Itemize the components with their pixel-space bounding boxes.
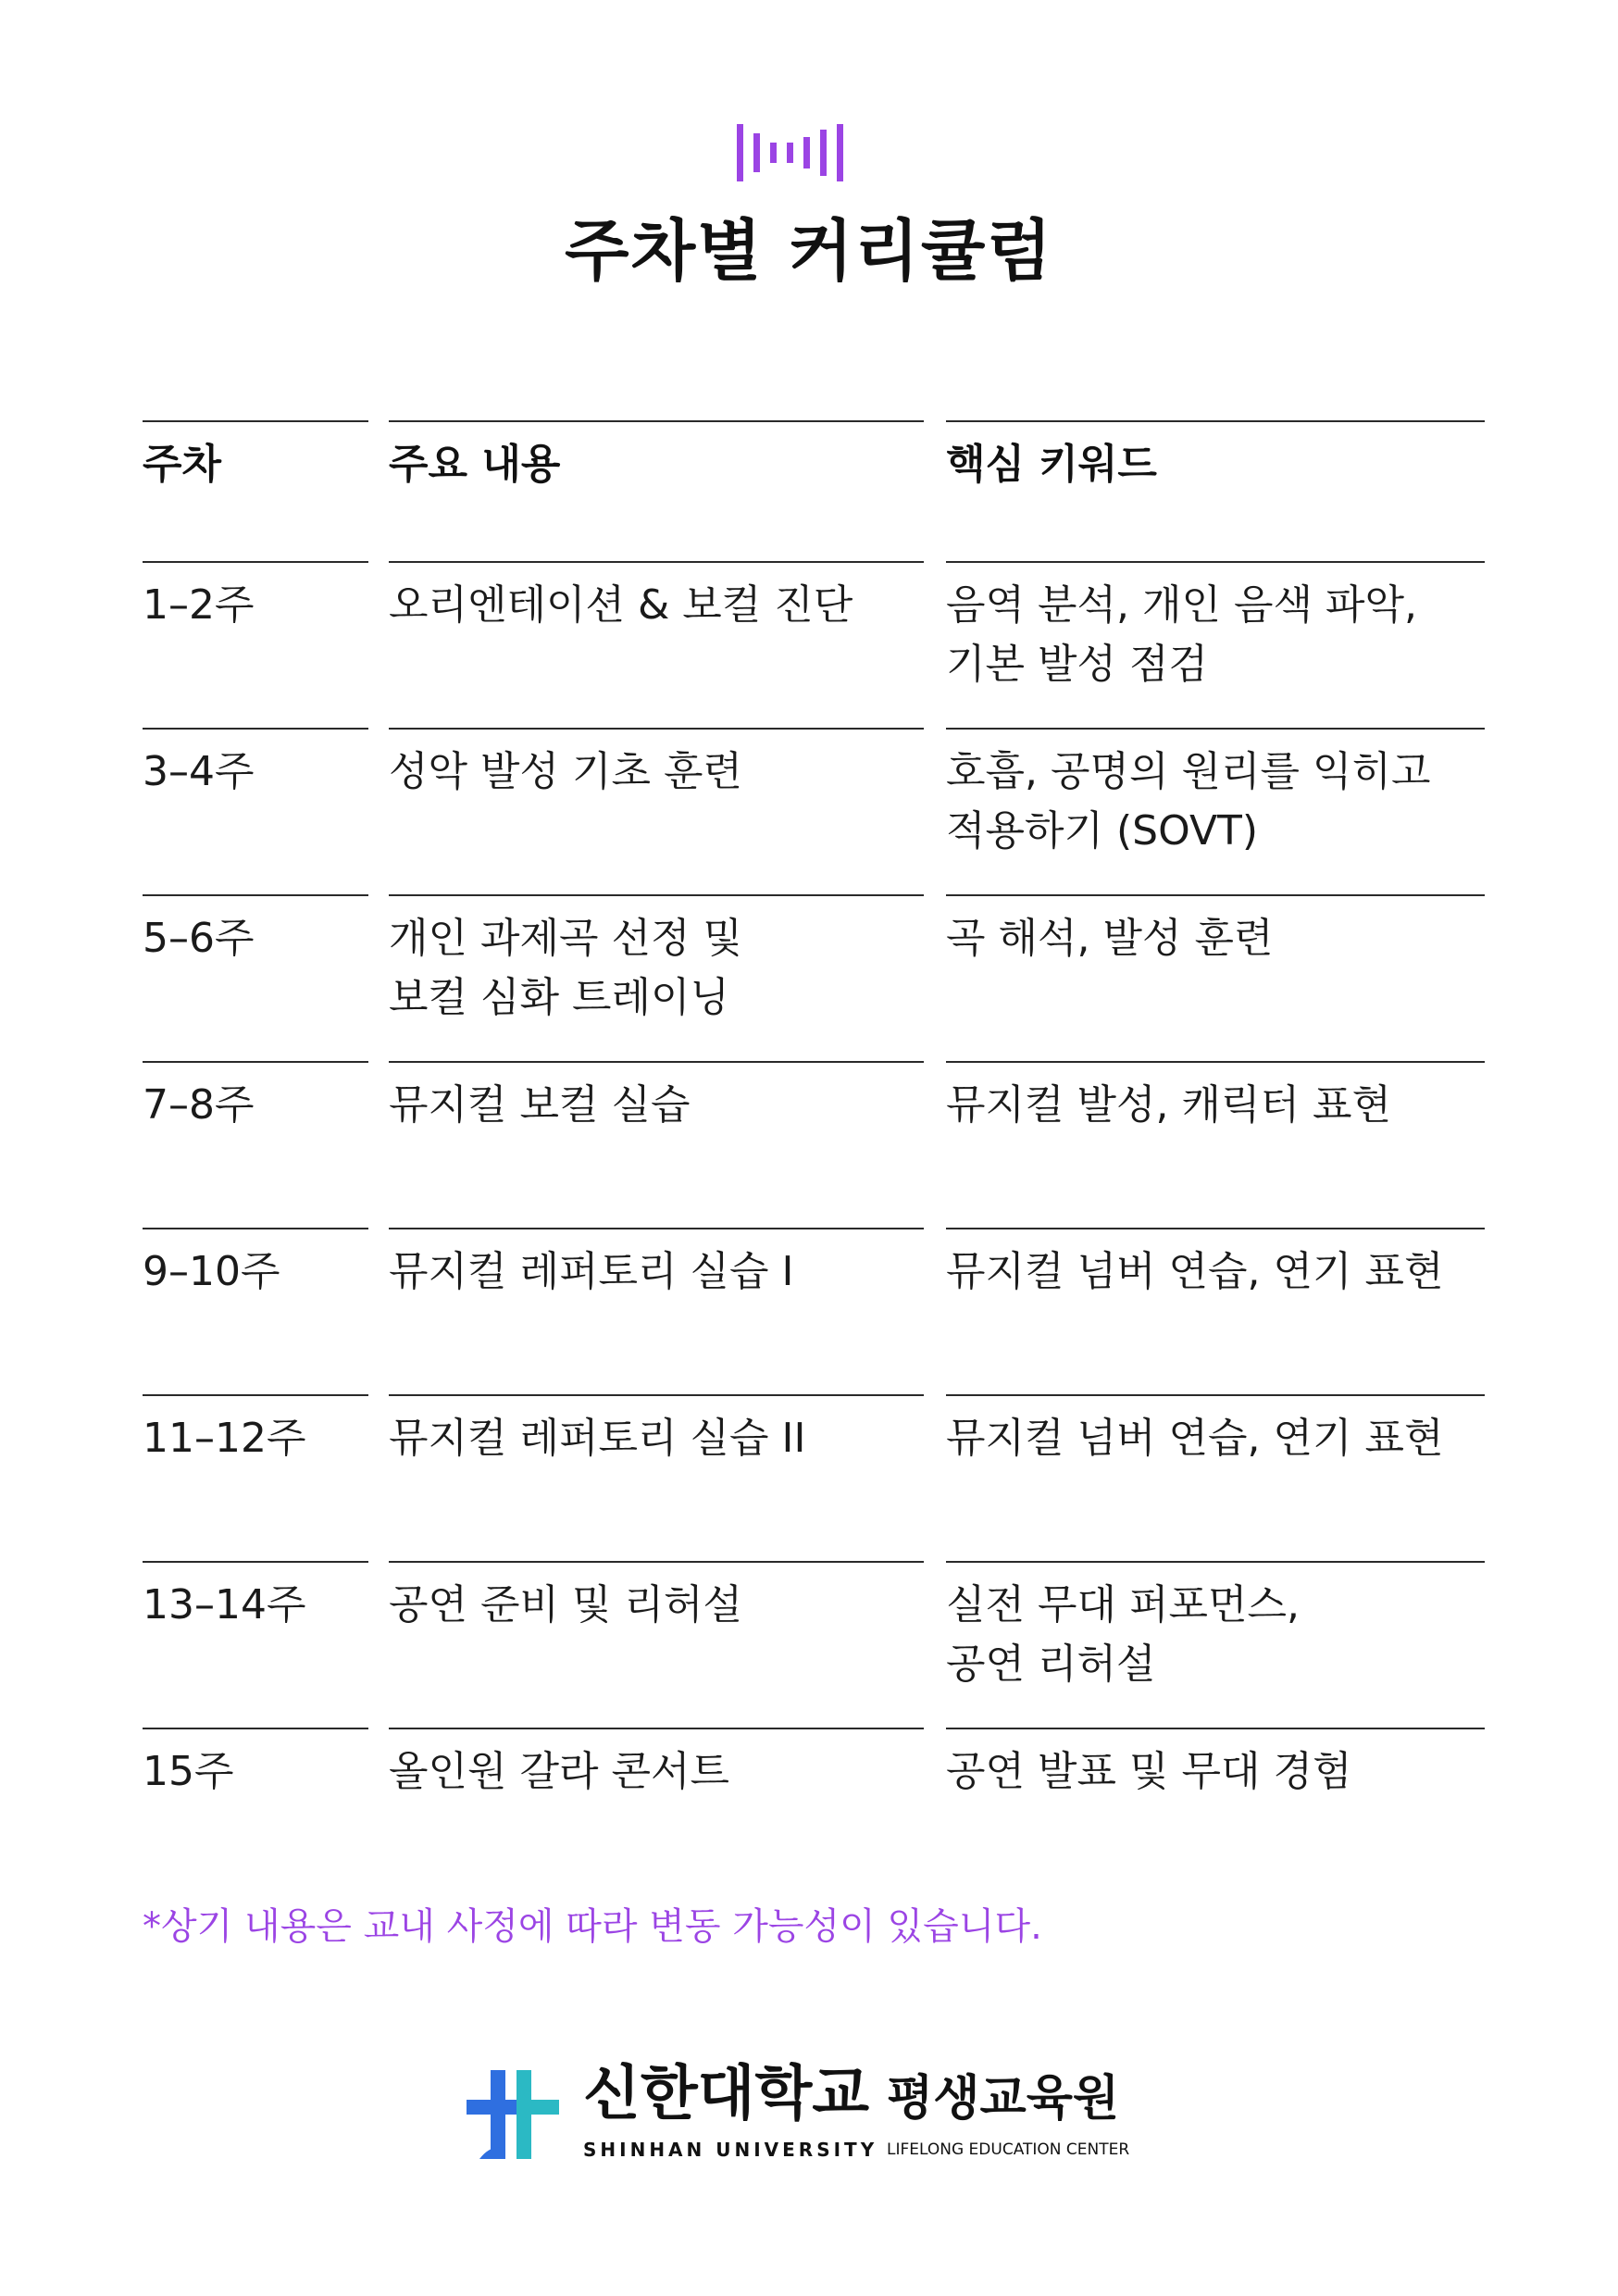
content-cell: 뮤지컬 레퍼토리 실습 I bbox=[389, 1228, 924, 1394]
center-name-ko: 평생교육원 bbox=[887, 2071, 1120, 2127]
table-row bbox=[143, 1728, 1485, 1894]
column-header-content: 주요 내용 bbox=[389, 420, 924, 561]
table-row bbox=[143, 1061, 1485, 1228]
university-name-en: SHINHAN UNIVERSITY bbox=[583, 2139, 878, 2161]
keyword-cell: 음역 분석, 개인 음색 파악, 기본 발성 점검 bbox=[946, 561, 1485, 728]
column-header-week: 주차 bbox=[143, 420, 368, 561]
content-cell: 뮤지컬 레퍼토리 실습 II bbox=[389, 1394, 924, 1561]
table-row bbox=[143, 894, 1485, 1061]
table-row bbox=[143, 728, 1485, 894]
content-cell: 개인 과제곡 선정 및 보컬 심화 트레이닝 bbox=[389, 894, 924, 1061]
week-cell: 15주 bbox=[143, 1728, 368, 1894]
table-row bbox=[143, 1228, 1485, 1394]
disclaimer-note: *상기 내용은 교내 사정에 따라 변동 가능성이 있습니다. bbox=[143, 1905, 1042, 1948]
content-cell: 성악 발성 기초 훈련 bbox=[389, 728, 924, 894]
keyword-cell: 실전 무대 퍼포먼스, 공연 리허설 bbox=[946, 1561, 1485, 1728]
shinhan-university-logo-icon bbox=[463, 2063, 566, 2166]
table-row bbox=[143, 1394, 1485, 1561]
content-cell: 올인원 갈라 콘서트 bbox=[389, 1728, 924, 1894]
week-cell: 3–4주 bbox=[143, 728, 368, 894]
keyword-cell: 곡 해석, 발성 훈련 bbox=[946, 894, 1485, 1061]
keyword-cell: 호흡, 공명의 원리를 익히고 적용하기 (SOVT) bbox=[946, 728, 1485, 894]
column-header-keywords: 핵심 키워드 bbox=[946, 420, 1485, 561]
keyword-cell: 공연 발표 및 무대 경험 bbox=[946, 1728, 1485, 1894]
curriculum-table bbox=[143, 420, 1485, 1894]
university-logo bbox=[463, 2060, 1148, 2183]
table-row bbox=[143, 561, 1485, 728]
sound-wave-icon bbox=[737, 124, 846, 181]
week-cell: 5–6주 bbox=[143, 894, 368, 1061]
university-name-ko: 신한대학교 bbox=[583, 2060, 870, 2128]
week-cell: 7–8주 bbox=[143, 1061, 368, 1228]
keyword-cell: 뮤지컬 넘버 연습, 연기 표현 bbox=[946, 1394, 1485, 1561]
table-row bbox=[143, 1561, 1485, 1728]
content-cell: 공연 준비 및 리허설 bbox=[389, 1561, 924, 1728]
keyword-cell: 뮤지컬 발성, 캐릭터 표현 bbox=[946, 1061, 1485, 1228]
keyword-cell: 뮤지컬 넘버 연습, 연기 표현 bbox=[946, 1228, 1485, 1394]
week-cell: 1–2주 bbox=[143, 561, 368, 728]
page-title: 주차별 커리큘럼 bbox=[565, 212, 1053, 290]
week-cell: 9–10주 bbox=[143, 1228, 368, 1394]
week-cell: 11–12주 bbox=[143, 1394, 368, 1561]
center-name-en: LIFELONG EDUCATION CENTER bbox=[887, 2140, 1130, 2159]
week-cell: 13–14주 bbox=[143, 1561, 368, 1728]
content-cell: 오리엔테이션 & 보컬 진단 bbox=[389, 561, 924, 728]
content-cell: 뮤지컬 보컬 실습 bbox=[389, 1061, 924, 1228]
table-header-row bbox=[143, 420, 1485, 561]
